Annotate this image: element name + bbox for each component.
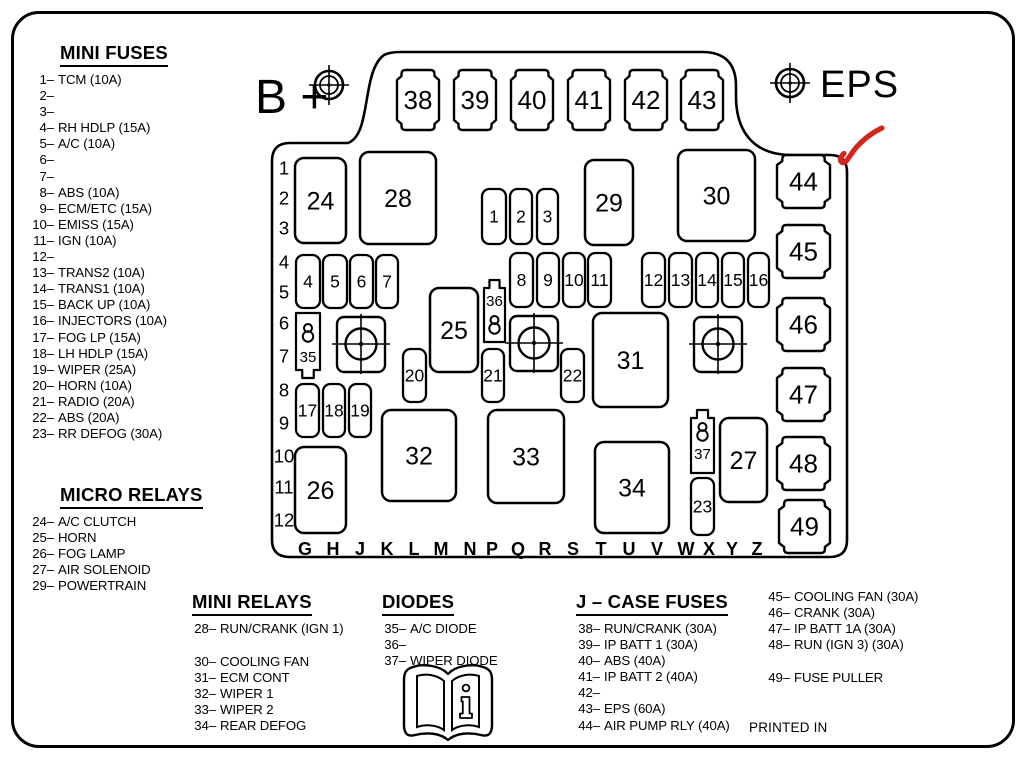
svg-text:44: 44 bbox=[789, 166, 818, 197]
svg-text:45: 45 bbox=[789, 236, 818, 267]
svg-text:U: U bbox=[622, 539, 636, 559]
component-18 bbox=[323, 384, 345, 437]
legend-micro-relays bbox=[30, 484, 203, 594]
component-40 bbox=[511, 70, 553, 130]
svg-text:2: 2 bbox=[278, 187, 290, 209]
legend-mini-fuses-list bbox=[30, 72, 168, 442]
legend-item: 25– HORN bbox=[32, 530, 97, 546]
component-28 bbox=[360, 152, 436, 244]
legend-item: 7– bbox=[39, 168, 54, 184]
component-49 bbox=[779, 500, 830, 553]
legend-mini-relays-list bbox=[192, 621, 344, 735]
component-25 bbox=[430, 288, 478, 372]
svg-text:12: 12 bbox=[273, 509, 295, 531]
svg-text:34: 34 bbox=[618, 474, 646, 503]
component-12 bbox=[642, 253, 665, 307]
component-33 bbox=[488, 410, 564, 503]
component-21 bbox=[482, 349, 504, 402]
legend-item: 15– BACK UP (10A) bbox=[32, 297, 151, 313]
svg-text:46: 46 bbox=[789, 309, 818, 340]
legend-item: 17– FOG LP (15A) bbox=[32, 329, 141, 345]
svg-text:Z: Z bbox=[751, 539, 763, 559]
eps-label bbox=[820, 64, 899, 106]
svg-text:M: M bbox=[433, 539, 449, 559]
legend-jcase-fuses-title: J – CASE FUSES bbox=[576, 591, 728, 616]
svg-text:7: 7 bbox=[382, 271, 392, 292]
svg-text:35: 35 bbox=[299, 349, 317, 366]
component-8 bbox=[510, 253, 533, 307]
svg-text:8: 8 bbox=[516, 270, 527, 290]
component-17 bbox=[296, 384, 319, 437]
component-35 bbox=[296, 313, 320, 378]
svg-text:36: 36 bbox=[486, 293, 503, 310]
legend-item: 43– EPS (60A) bbox=[578, 701, 666, 717]
svg-text:R: R bbox=[538, 539, 552, 559]
legend-mini-fuses bbox=[30, 42, 168, 442]
component-5 bbox=[323, 255, 347, 308]
svg-text:3: 3 bbox=[278, 217, 290, 239]
legend-item: 8– ABS (10A) bbox=[39, 184, 120, 200]
svg-text:4: 4 bbox=[303, 271, 313, 292]
component-44 bbox=[777, 155, 830, 208]
svg-text:27: 27 bbox=[729, 447, 758, 475]
svg-text:32: 32 bbox=[405, 442, 433, 471]
svg-text:16: 16 bbox=[748, 270, 769, 290]
svg-text:3: 3 bbox=[542, 206, 553, 227]
svg-text:W: W bbox=[677, 539, 695, 559]
svg-text:31: 31 bbox=[616, 347, 645, 375]
svg-text:13: 13 bbox=[670, 270, 691, 290]
component-30 bbox=[678, 150, 755, 241]
red-checkmark-annotation bbox=[840, 128, 882, 163]
legend-item: 32– WIPER 1 bbox=[194, 686, 274, 702]
svg-text:17: 17 bbox=[297, 400, 318, 421]
legend-item: 22– ABS (20A) bbox=[32, 409, 120, 425]
legend-item: 41– IP BATT 2 (40A) bbox=[578, 669, 698, 685]
svg-text:48: 48 bbox=[789, 448, 818, 479]
svg-text:6: 6 bbox=[356, 271, 367, 292]
svg-text:X: X bbox=[702, 539, 716, 559]
legend-mini-fuses-title: MINI FUSES bbox=[60, 42, 168, 67]
legend-item: 46– CRANK (30A) bbox=[768, 605, 875, 621]
legend-item: 1– TCM (10A) bbox=[39, 72, 122, 87]
legend-item: 36– bbox=[384, 637, 406, 653]
svg-text:47: 47 bbox=[789, 379, 818, 410]
svg-text:L: L bbox=[408, 539, 420, 559]
component-47 bbox=[777, 368, 830, 421]
legend-item: 3– bbox=[39, 104, 54, 120]
svg-text:29: 29 bbox=[595, 189, 623, 218]
svg-text:15: 15 bbox=[723, 270, 743, 290]
svg-text:33: 33 bbox=[512, 443, 540, 472]
component-32 bbox=[382, 410, 456, 501]
component-34 bbox=[595, 442, 669, 533]
svg-text:5: 5 bbox=[278, 281, 290, 303]
component-46 bbox=[777, 298, 830, 351]
svg-text:Q: Q bbox=[510, 539, 526, 559]
component-31 bbox=[593, 313, 668, 407]
component-29 bbox=[585, 160, 633, 245]
legend-item: 16– INJECTORS (10A) bbox=[32, 313, 167, 329]
legend-item: 48– RUN (IGN 3) (30A) bbox=[768, 637, 904, 653]
component-11 bbox=[588, 253, 611, 307]
legend-item: 31– ECM CONT bbox=[194, 670, 290, 686]
legend-mini-relays-title: MINI RELAYS bbox=[192, 591, 312, 616]
component-13 bbox=[669, 253, 692, 307]
b-plus-label bbox=[255, 71, 328, 124]
svg-text:6: 6 bbox=[278, 312, 290, 334]
legend-diodes bbox=[382, 591, 498, 669]
component-7 bbox=[376, 255, 398, 308]
legend-item: 44– AIR PUMP RLY (40A) bbox=[578, 717, 730, 733]
legend-item: 18– LH HDLP (15A) bbox=[32, 345, 149, 361]
svg-text:42: 42 bbox=[631, 85, 661, 115]
component-bolt-right bbox=[689, 314, 747, 374]
component-26 bbox=[295, 447, 346, 533]
svg-text:30: 30 bbox=[702, 182, 731, 211]
legend-jcase-fuses bbox=[576, 591, 730, 734]
svg-text:5: 5 bbox=[330, 271, 340, 292]
legend-item: 37– WIPER DIODE bbox=[384, 653, 498, 669]
svg-text:4: 4 bbox=[278, 251, 290, 273]
component-10 bbox=[563, 253, 585, 307]
component-23 bbox=[691, 478, 714, 535]
svg-text:28: 28 bbox=[384, 185, 412, 213]
legend-item: 12– bbox=[32, 249, 54, 265]
legend-micro-relays-list bbox=[30, 514, 203, 594]
svg-text:11: 11 bbox=[274, 476, 294, 498]
legend-gap bbox=[192, 637, 344, 654]
svg-text:24: 24 bbox=[306, 187, 335, 216]
svg-text:EPS: EPS bbox=[820, 64, 900, 106]
svg-text:B +: B + bbox=[255, 71, 329, 124]
svg-text:23: 23 bbox=[692, 496, 713, 517]
legend-jcase-fuses-list bbox=[576, 621, 730, 734]
svg-text:21: 21 bbox=[483, 365, 503, 386]
legend-item: 9– ECM/ETC (15A) bbox=[39, 200, 152, 216]
component-39 bbox=[454, 70, 496, 130]
legend-diodes-list bbox=[382, 621, 498, 669]
component-41 bbox=[568, 70, 610, 130]
component-38 bbox=[397, 70, 439, 130]
legend-item: 6– bbox=[39, 152, 54, 168]
legend-item: 10– EMISS (15A) bbox=[32, 216, 134, 232]
legend-item: 19– WIPER (25A) bbox=[32, 361, 137, 377]
svg-text:S: S bbox=[566, 539, 580, 559]
svg-text:37: 37 bbox=[694, 446, 711, 463]
svg-text:19: 19 bbox=[350, 400, 370, 421]
component-2 bbox=[510, 189, 532, 244]
svg-text:25: 25 bbox=[440, 317, 468, 345]
printed-in-label: PRINTED IN bbox=[749, 720, 828, 735]
component-bolt-left bbox=[332, 314, 390, 374]
legend-item: 29– POWERTRAIN bbox=[32, 578, 147, 594]
legend-item: 21– RADIO (20A) bbox=[32, 393, 135, 409]
legend-item: 39– IP BATT 1 (30A) bbox=[578, 637, 698, 653]
legend-item: 34– REAR DEFOG bbox=[194, 718, 307, 734]
svg-text:1: 1 bbox=[278, 157, 290, 179]
component-14 bbox=[696, 253, 718, 307]
legend-item: 33– WIPER 2 bbox=[194, 702, 274, 718]
component-48 bbox=[777, 437, 830, 490]
svg-text:38: 38 bbox=[403, 85, 433, 115]
legend-item: 28– RUN/CRANK (IGN 1) bbox=[194, 621, 344, 636]
svg-text:9: 9 bbox=[278, 412, 290, 434]
component-19 bbox=[349, 384, 371, 437]
svg-text:N: N bbox=[463, 539, 477, 559]
legend-diodes-title: DIODES bbox=[382, 591, 454, 616]
legend-right-fuses bbox=[766, 589, 918, 686]
legend-item: 20– HORN (10A) bbox=[32, 377, 132, 393]
svg-text:1: 1 bbox=[489, 206, 499, 227]
legend-item: 4– RH HDLP (15A) bbox=[39, 120, 151, 136]
owners-manual-icon bbox=[404, 665, 492, 740]
svg-text:12: 12 bbox=[643, 270, 664, 290]
legend-mini-relays bbox=[192, 591, 344, 735]
legend-item: 24– A/C CLUTCH bbox=[32, 514, 137, 529]
svg-text:14: 14 bbox=[697, 270, 717, 290]
legend-item: 35– A/C DIODE bbox=[384, 621, 477, 636]
svg-text:T: T bbox=[595, 539, 607, 559]
svg-text:39: 39 bbox=[460, 85, 490, 115]
component-16 bbox=[748, 253, 769, 307]
component-36 bbox=[484, 280, 505, 342]
svg-text:43: 43 bbox=[687, 85, 717, 115]
svg-text:18: 18 bbox=[324, 400, 344, 421]
component-43 bbox=[681, 70, 723, 130]
legend-item: 11– IGN (10A) bbox=[33, 232, 117, 248]
component-22 bbox=[561, 349, 584, 402]
legend-item: 13– TRANS2 (10A) bbox=[32, 265, 145, 281]
legend-item: 40– ABS (40A) bbox=[578, 653, 666, 669]
legend-item: 45– COOLING FAN (30A) bbox=[768, 589, 919, 604]
component-1 bbox=[482, 189, 506, 244]
svg-text:P: P bbox=[485, 539, 499, 559]
svg-text:Y: Y bbox=[725, 539, 739, 559]
legend-right-fuses-list bbox=[766, 589, 918, 686]
legend-item: 47– IP BATT 1A (30A) bbox=[768, 621, 896, 637]
legend-item: 30– COOLING FAN bbox=[194, 654, 310, 670]
component-45 bbox=[777, 225, 830, 278]
svg-text:8: 8 bbox=[278, 379, 290, 401]
svg-text:10: 10 bbox=[273, 445, 295, 467]
legend-item: 27– AIR SOLENOID bbox=[32, 562, 151, 578]
svg-text:10: 10 bbox=[564, 270, 584, 290]
legend-item: 38– RUN/CRANK (30A) bbox=[578, 621, 717, 636]
svg-text:J: J bbox=[354, 539, 366, 559]
component-3 bbox=[537, 189, 558, 244]
svg-text:11: 11 bbox=[590, 270, 609, 290]
component-6 bbox=[350, 255, 373, 308]
eps-target-icon bbox=[770, 63, 810, 103]
svg-text:20: 20 bbox=[404, 365, 425, 386]
component-15 bbox=[722, 253, 744, 307]
component-4 bbox=[296, 255, 320, 308]
legend-micro-relays-title: MICRO RELAYS bbox=[60, 484, 203, 509]
svg-text:40: 40 bbox=[517, 85, 547, 115]
svg-text:G: G bbox=[297, 539, 313, 559]
svg-text:H: H bbox=[326, 539, 340, 559]
svg-text:K: K bbox=[380, 539, 394, 559]
svg-text:49: 49 bbox=[790, 511, 819, 542]
legend-item: 14– TRANS1 (10A) bbox=[32, 281, 145, 297]
svg-text:26: 26 bbox=[306, 477, 335, 505]
component-24 bbox=[295, 158, 346, 243]
legend-item: 49– FUSE PULLER bbox=[768, 670, 884, 686]
grid-row-labels bbox=[274, 158, 295, 531]
component-37 bbox=[691, 410, 714, 473]
component-9 bbox=[537, 253, 559, 307]
legend-item: 26– FOG LAMP bbox=[32, 546, 126, 562]
legend-item: 42– bbox=[578, 685, 600, 701]
legend-item: 23– RR DEFOG (30A) bbox=[32, 426, 163, 442]
svg-text:7: 7 bbox=[278, 345, 290, 367]
component-42 bbox=[625, 70, 667, 130]
legend-item: 2– bbox=[39, 88, 54, 104]
component-27 bbox=[720, 418, 767, 502]
svg-text:41: 41 bbox=[574, 85, 604, 115]
component-bolt-middle bbox=[505, 313, 563, 373]
svg-text:22: 22 bbox=[562, 365, 583, 386]
component-20 bbox=[403, 349, 426, 402]
svg-text:9: 9 bbox=[543, 270, 553, 290]
legend-item: 5– A/C (10A) bbox=[39, 136, 115, 152]
legend-gap bbox=[766, 653, 918, 670]
svg-text:V: V bbox=[650, 539, 664, 559]
svg-text:2: 2 bbox=[516, 206, 526, 227]
